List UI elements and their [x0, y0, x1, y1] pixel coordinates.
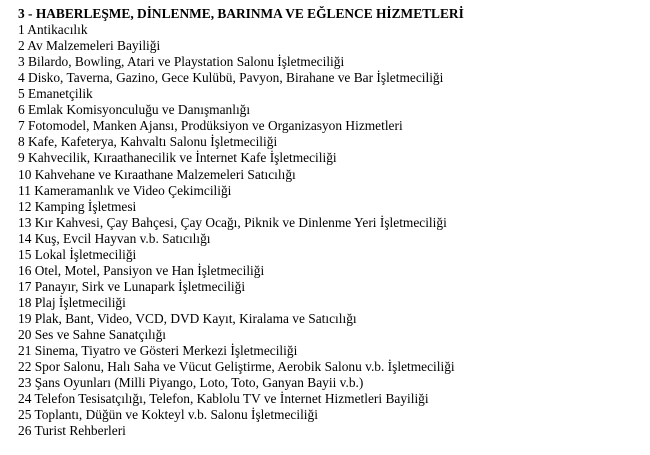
- section-heading: 3 - HABERLEŞME, DİNLENME, BARINMA VE EĞLENCE HİZMETLERİ: [18, 6, 464, 21]
- list-item: 14 Kuş, Evcil Hayvan v.b. Satıcılığı: [18, 230, 211, 246]
- list-item: 4 Disko, Taverna, Gazino, Gece Kulübü, Pavyon, Birahane ve Bar İşletmeciliği: [18, 70, 444, 86]
- document-page: [18, 6, 638, 439]
- list-item: 3 Bilardo, Bowling, Atari ve Playstation Salonu İşletmeciliği: [18, 54, 345, 70]
- list-item: 16 Otel, Motel, Pansiyon ve Han İşletmeciliği: [18, 262, 265, 278]
- list-item: 20 Ses ve Sahne Sanatçılığı: [18, 326, 167, 342]
- list-item: 10 Kahvehane ve Kıraathane Malzemeleri Satıcılığı: [18, 166, 296, 182]
- list-item: 22 Spor Salonu, Halı Saha ve Vücut Geliştirme, Aerobik Salonu v.b. İşletmeciliği: [18, 359, 455, 375]
- list-item: 18 Plaj İşletmeciliği: [18, 294, 126, 310]
- list-item: 25 Toplantı, Düğün ve Kokteyl v.b. Salonu İşletmeciliği: [18, 407, 318, 423]
- list-item: 7 Fotomodel, Manken Ajansı, Prodüksiyon ve Organizasyon Hizmetleri: [18, 118, 403, 134]
- list-item: 15 Lokal İşletmeciliği: [18, 246, 137, 262]
- list-item: 26 Turist Rehberleri: [18, 423, 126, 439]
- list-item: 2 Av Malzemeleri Bayiliği: [18, 38, 161, 54]
- list-item: 1 Antikacılık: [18, 22, 88, 38]
- service-list: [18, 22, 638, 439]
- list-item: 17 Panayır, Sirk ve Lunapark İşletmeciliği: [18, 278, 246, 294]
- list-item: 21 Sinema, Tiyatro ve Gösteri Merkezi İşletmeciliği: [18, 343, 298, 359]
- list-item: 24 Telefon Tesisatçılığı, Telefon, Kablolu TV ve İnternet Hizmetleri Bayiliği: [18, 391, 429, 407]
- list-item: 11 Kameramanlık ve Video Çekimciliği: [18, 182, 232, 198]
- list-item: 9 Kahvecilik, Kıraathanecilik ve İnternet Kafe İşletmeciliği: [18, 150, 337, 166]
- list-item: 5 Emanetçilik: [18, 86, 93, 102]
- list-item: 8 Kafe, Kafeterya, Kahvaltı Salonu İşletmeciliği: [18, 134, 278, 150]
- list-item: 19 Plak, Bant, Video, VCD, DVD Kayıt, Kiralama ve Satıcılığı: [18, 310, 357, 326]
- list-item: 12 Kamping İşletmesi: [18, 198, 137, 214]
- list-item: 6 Emlak Komisyonculuğu ve Danışmanlığı: [18, 102, 251, 118]
- list-item: 13 Kır Kahvesi, Çay Bahçesi, Çay Ocağı, Piknik ve Dinlenme Yeri İşletmeciliği: [18, 214, 447, 230]
- list-item: 23 Şans Oyunları (Milli Piyango, Loto, Toto, Ganyan Bayii v.b.): [18, 375, 364, 391]
